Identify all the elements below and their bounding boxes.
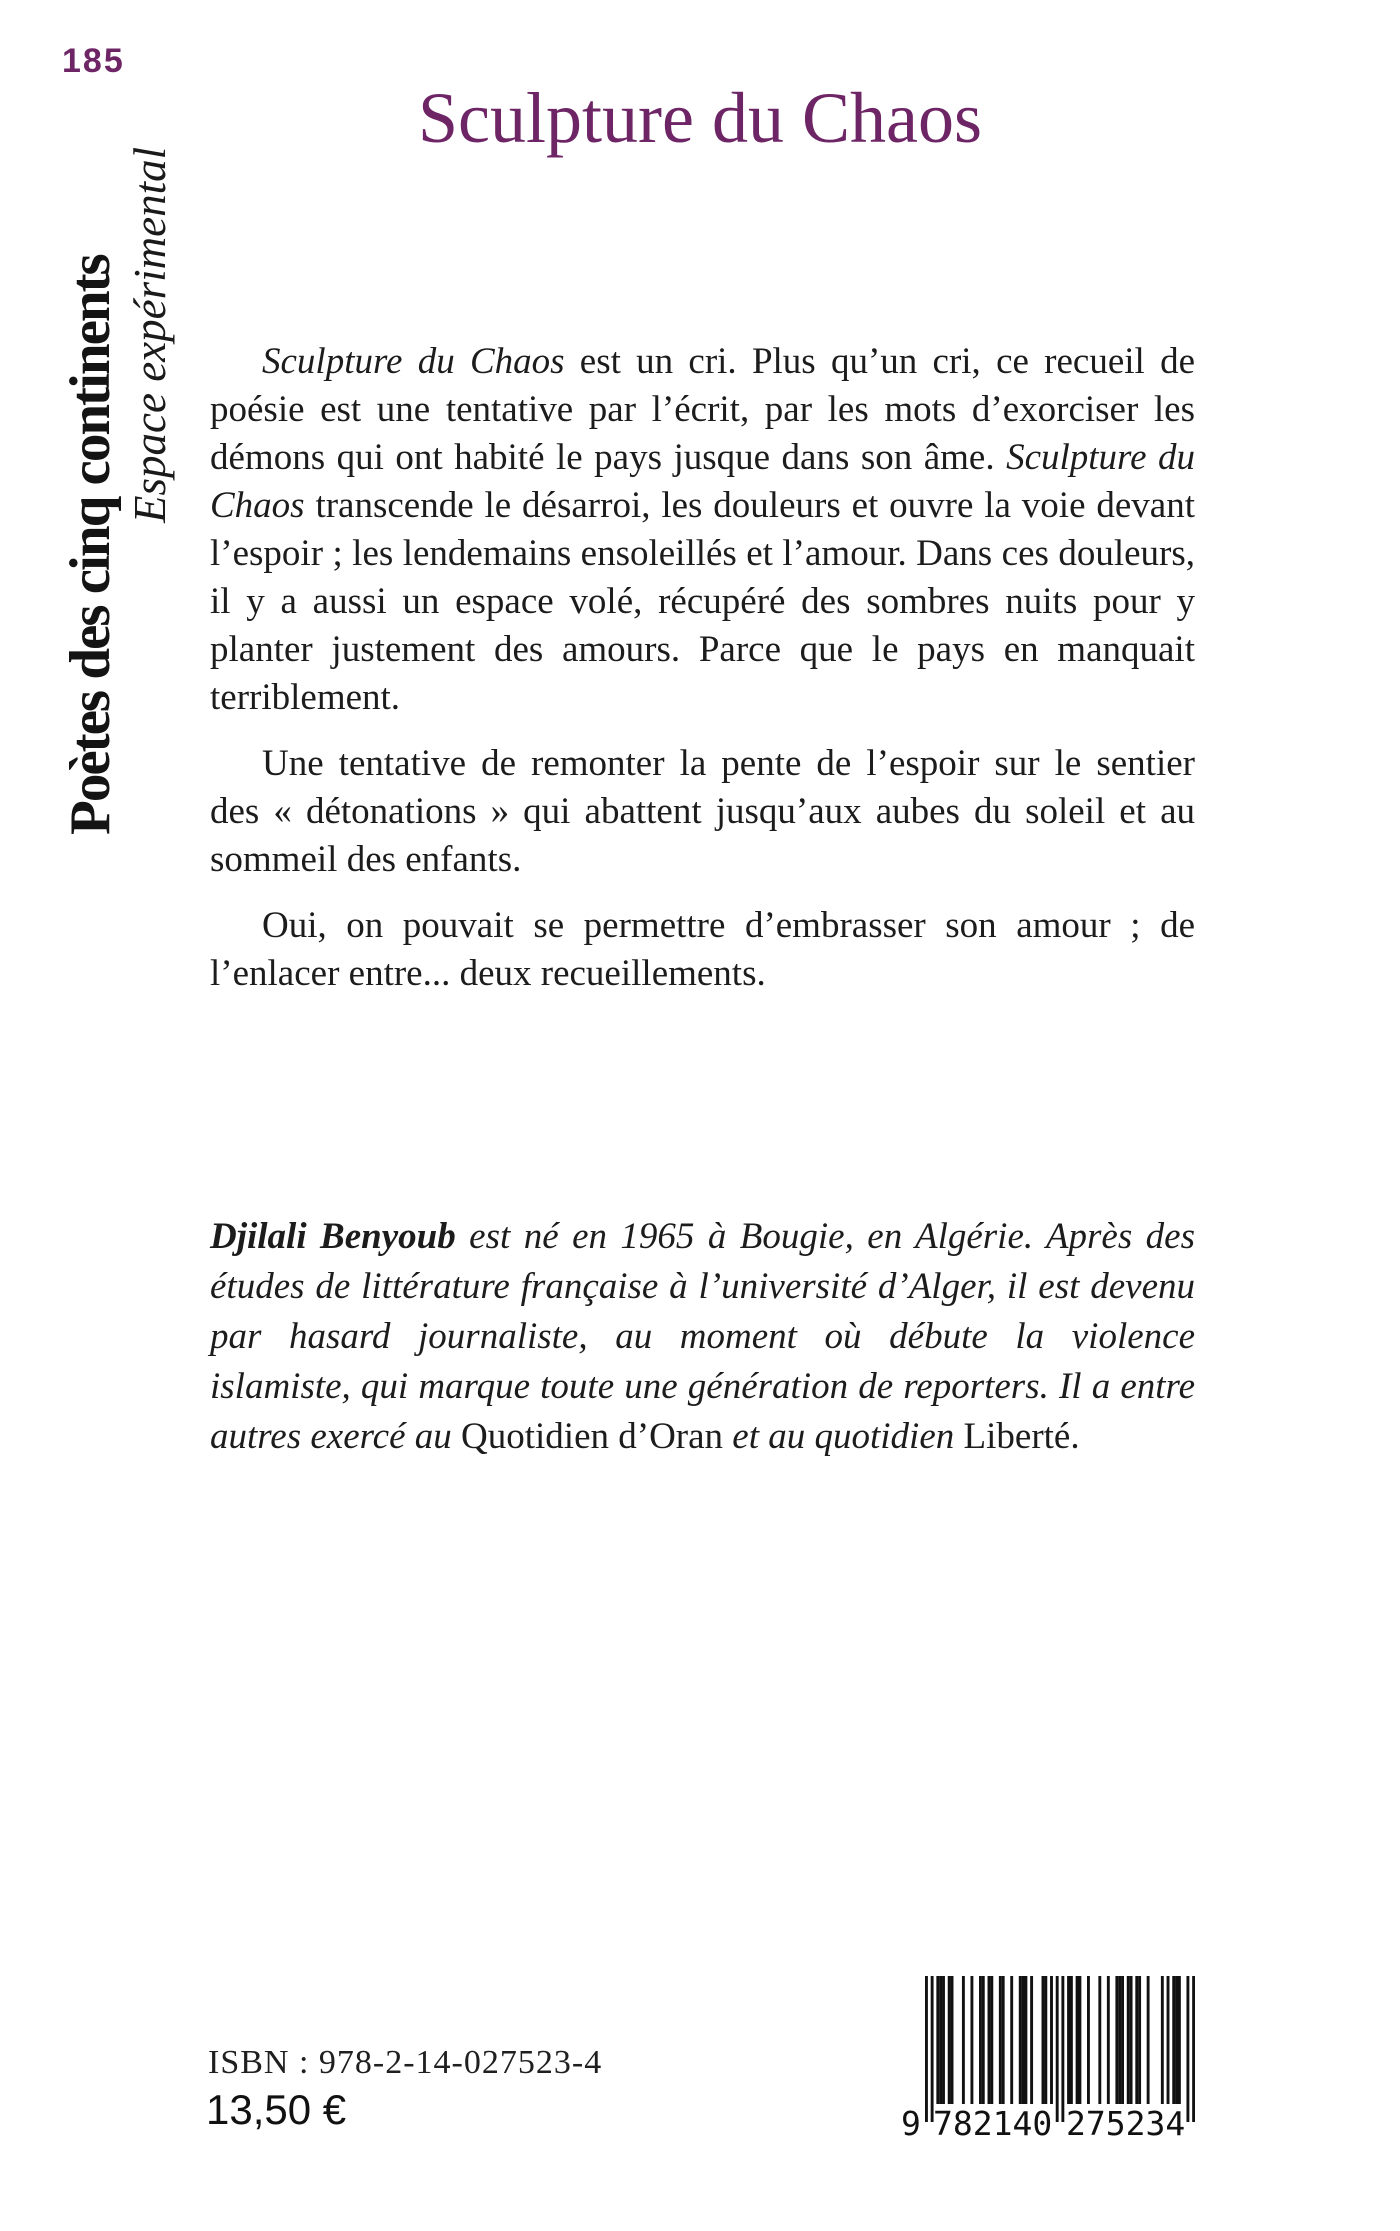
price-text: 13,50 € — [206, 2086, 347, 2133]
collection-subseries-vertical: Espace expérimental — [125, 146, 175, 523]
barcode-right-digits: 275234 — [1066, 2104, 1186, 2143]
collection-number: 185 — [62, 42, 125, 80]
text-run: transcende le désarroi, les douleurs et ouvre la voie devant l’espoir ; les lendemains ensoleillés et l’amour. Dans ces douleurs, il y a aussi un espace volé, récupéré des sombres nuits pour y planter justement des amours. Parce que le pays en manquait terriblement. — [210, 485, 1195, 718]
synopsis-paragraph-1 — [210, 338, 1195, 722]
barcode-left-digits: 782140 — [933, 2104, 1053, 2143]
text-run: Sculpture du Chaos — [262, 341, 565, 382]
book-title: Sculpture du Chaos — [418, 78, 982, 158]
text-run: est né en 1965 à Bougie, en Algérie. Après des études de littérature française à l’université d’Alger, il est devenu par hasard journaliste, au moment où débute la violence islamiste, qui marque toute une génération de reporters. Il a entre autres exercé au — [210, 1216, 1195, 1457]
text-run: Djilali Benyoub — [210, 1216, 456, 1257]
isbn-text: ISBN : 978-2-14-027523-4 — [208, 2044, 603, 2081]
barcode-bars — [925, 1976, 1195, 2124]
text-run: Liberté. — [963, 1416, 1080, 1457]
text-run: est un cri. Plus qu’un cri, ce recueil de poésie est une tentative par l’écrit, par les mots d’exorciser les démons qui ont habité le pays jusque dans son âme. — [210, 341, 1195, 478]
synopsis-block — [210, 338, 1195, 1016]
text-run: Une tentative de remonter la pente de l’espoir sur le sentier des « détonations » qui abattent jusqu’aux aubes du soleil et au sommeil des enfants. — [210, 743, 1195, 880]
ean13-barcode — [901, 1976, 1225, 2156]
barcode-first-digit: 9 — [901, 2104, 921, 2143]
author-bio — [210, 1212, 1195, 1462]
text-run: Oui, on pouvait se permettre d’embrasser son amour ; de l’enlacer entre... deux recueillements. — [210, 905, 1195, 994]
text-run: et au quotidien — [723, 1416, 964, 1457]
synopsis-paragraph-2 — [210, 740, 1195, 884]
text-run: Quotidien d’Oran — [461, 1416, 724, 1457]
text-run: Sculpture du Chaos — [210, 437, 1195, 526]
synopsis-paragraph-3 — [210, 902, 1195, 998]
collection-series-title-vertical: Poètes des cinq continents — [59, 255, 122, 835]
